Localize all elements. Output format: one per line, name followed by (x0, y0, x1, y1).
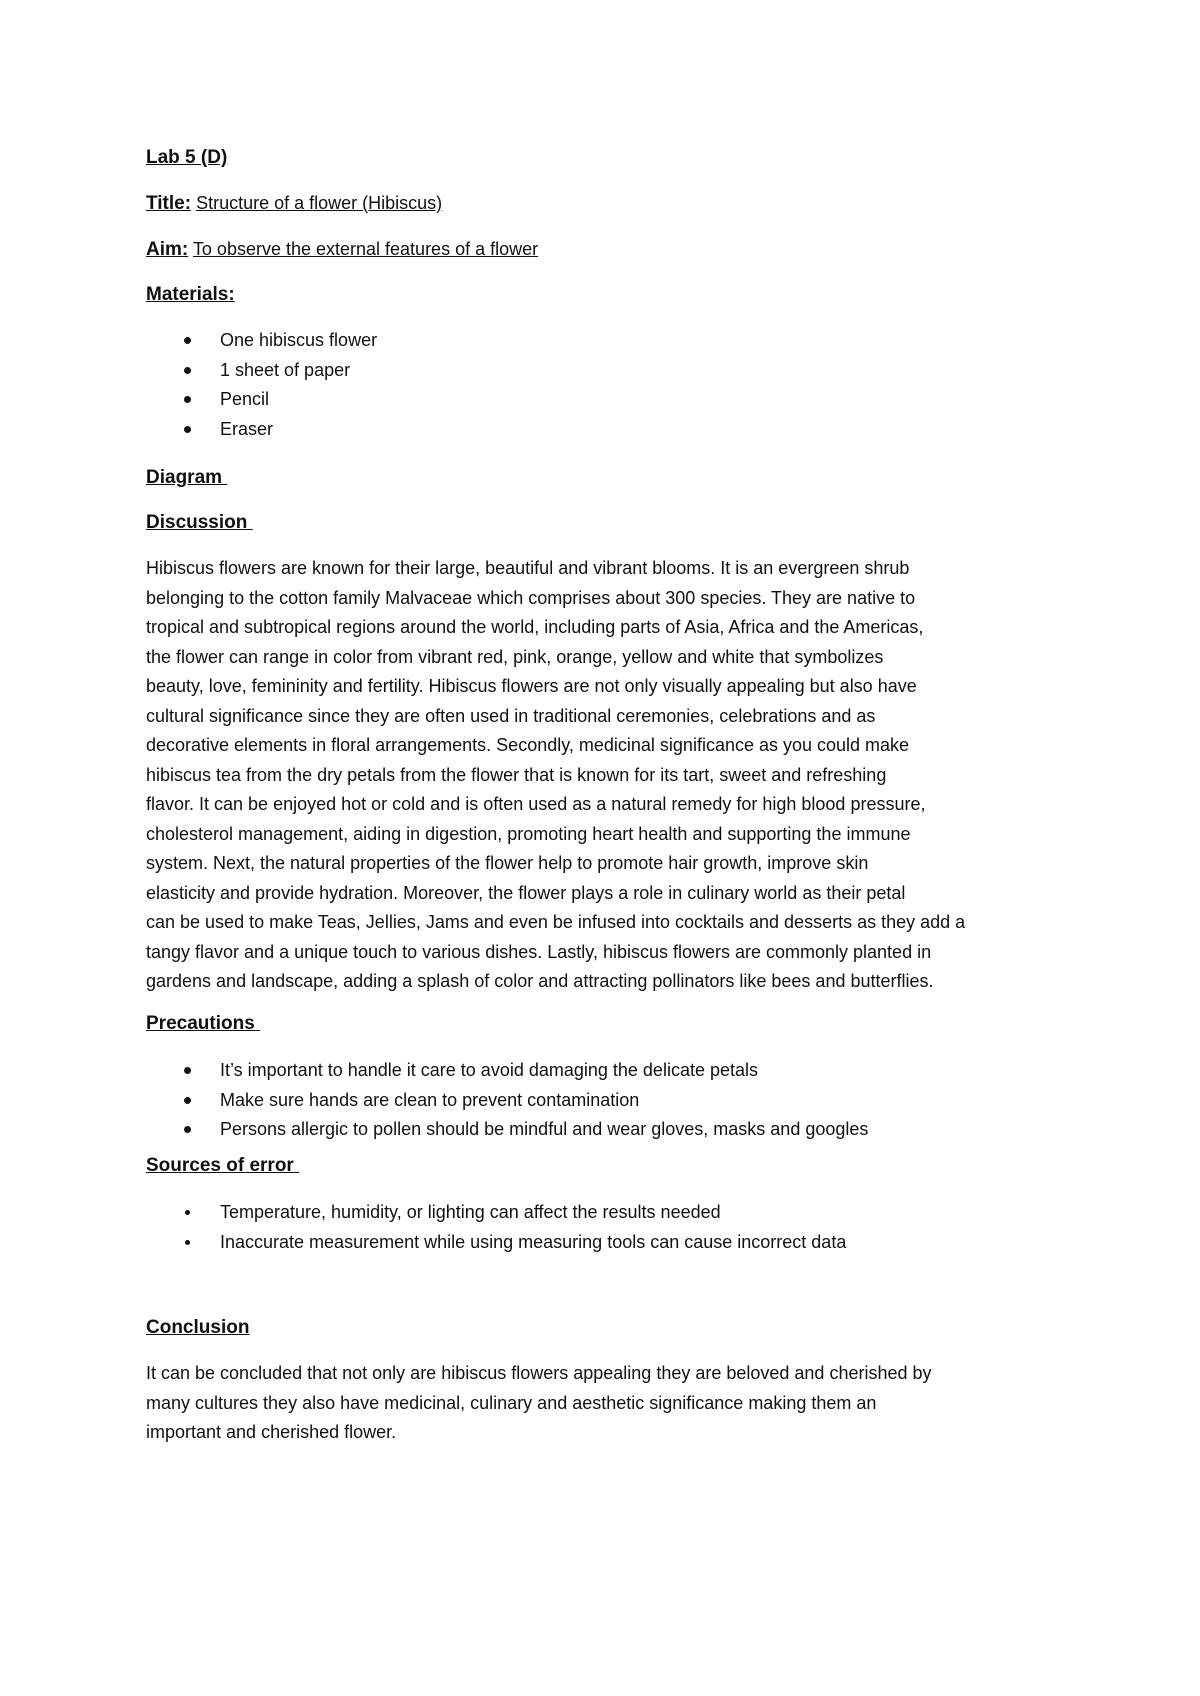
bullet-icon (184, 367, 191, 374)
list-item: Inaccurate measurement while using measuring tools can cause incorrect data (146, 1228, 846, 1258)
bullet-icon (184, 337, 191, 344)
conclusion-heading: Conclusion (146, 1317, 250, 1338)
list-item: 1 sheet of paper (146, 356, 377, 386)
list-item: It’s important to handle it care to avoid damaging the delicate petals (146, 1056, 868, 1086)
list-item: Pencil (146, 385, 377, 415)
sources-of-error-list (146, 1198, 846, 1257)
sources-of-error-heading: Sources of error (146, 1155, 300, 1176)
aim-row (146, 237, 538, 262)
precautions-heading: Precautions (146, 1013, 261, 1034)
discussion-heading: Discussion (146, 512, 253, 533)
aim-label: Aim: (146, 239, 189, 260)
title-label: Title: (146, 193, 192, 214)
bullet-icon (184, 426, 191, 433)
bullet-icon (184, 1126, 191, 1133)
bullet-icon (185, 1210, 190, 1215)
list-item: One hibiscus flower (146, 326, 377, 356)
lab-heading: Lab 5 (D) (146, 147, 228, 168)
list-item: Eraser (146, 415, 377, 445)
list-item: Temperature, humidity, or lighting can affect the results needed (146, 1198, 846, 1228)
bullet-icon (184, 1067, 191, 1074)
list-item: Make sure hands are clean to prevent contamination (146, 1086, 868, 1116)
title-value: Structure of a flower (Hibiscus) (196, 193, 443, 213)
bullet-icon (185, 1240, 190, 1245)
materials-list (146, 326, 377, 444)
precautions-list (146, 1056, 868, 1145)
bullet-icon (184, 1097, 191, 1104)
aim-value: To observe the external features of a flower (192, 239, 539, 259)
list-item: Persons allergic to pollen should be mindful and wear gloves, masks and googles (146, 1115, 868, 1145)
diagram-heading: Diagram (146, 467, 228, 488)
discussion-paragraph: Hibiscus flowers are known for their large, beautiful and vibrant blooms. It is an evergreen shrub belonging to the cotton family Malvaceae which comprises about 300 species. They are native to tropical and subtropical regions around the world, including parts of Asia, Africa and the Americas, the flower can range in color from vibrant red, pink, orange, yellow and white that symbolizes beauty, love, femininity and fertility. Hibiscus flowers are not only visually appealing but also have cultural significance since they are often used in traditional ceremonies, celebrations and as decorative elements in floral arrangements. Secondly, medicinal significance as you could make hibiscus tea from the dry petals from the flower that is known for its tart, sweet and refreshing flavor. It can be enjoyed hot or cold and is often used as a natural remedy for high blood pressure, cholesterol management, aiding in digestion, promoting heart health and supporting the immune system. Next, the natural properties of the flower help to promote hair growth, improve skin elasticity and provide hydration. Moreover, the flower plays a role in culinary world as their petal can be used to make Teas, Jellies, Jams and even be infused into cocktails and desserts as they add a tangy flavor and a unique touch to various dishes. Lastly, hibiscus flowers are commonly planted in gardens and landscape, adding a splash of color and attracting pollinators like bees and butterflies. (146, 558, 966, 991)
bullet-icon (184, 396, 191, 403)
materials-heading: Materials: (146, 284, 235, 305)
conclusion-paragraph: It can be concluded that not only are hibiscus flowers appealing they are beloved and cherished by many cultures they also have medicinal, culinary and aesthetic significance making them an important and cherished flower. (146, 1363, 932, 1442)
title-row (146, 191, 442, 216)
